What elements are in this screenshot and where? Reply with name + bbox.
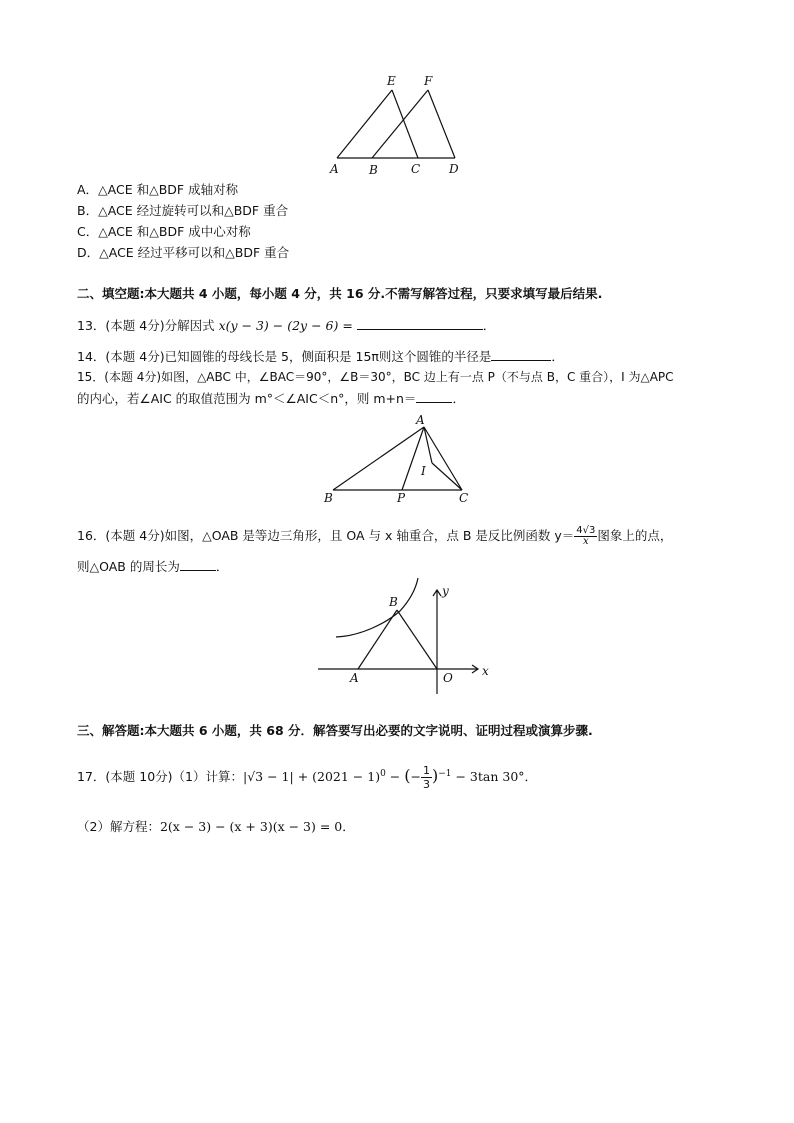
question-15-line1: 15．(本题 4分)如图，△ABC 中，∠BAC＝90°，∠B＝30°，BC 边上有一点 P（不与点 B，C 重合），I 为△APC: [77, 370, 674, 384]
label-o: O: [443, 671, 453, 685]
label-c: C: [411, 162, 421, 176]
q16-line1a: 16．(本题 4分)如图，△OAB 是等边三角形，且 OA 与 x 轴重合，点 B 是反比例函数 y＝: [77, 528, 575, 543]
q17-frac-den: 3: [422, 778, 430, 792]
q13-answer-blank[interactable]: [357, 316, 483, 330]
q14-suffix: ．: [551, 349, 564, 364]
q17-part1-expr-c: − 3tan 30°．: [451, 769, 538, 785]
option-b: B．△ACE 经过旋转可以和△BDF 重合: [77, 203, 289, 218]
label-c2: C: [459, 491, 469, 505]
q15-answer-blank[interactable]: [416, 389, 452, 403]
label-f: F: [424, 74, 433, 88]
q16-fraction: [574, 526, 597, 547]
q16-answer-blank[interactable]: [180, 557, 216, 571]
label-b: B: [369, 163, 378, 177]
q15-line2-text: 的内心，若∠AIC 的取值范围为 m°＜∠AIC＜n°，则 m+n＝: [77, 391, 417, 406]
label-a3: A: [350, 671, 359, 685]
question-13: [77, 316, 495, 335]
q17-minus-sign: −: [410, 769, 421, 785]
q17-frac-num: 1: [422, 764, 430, 778]
section-3-title: 三、解答题:本大题共 6 小题，共 68 分．解答要写出必要的文字说明、证明过程或演算步骤.: [77, 723, 593, 738]
q17-part1-expr-a: |√3 − 1| + (2021 − 1): [243, 769, 381, 785]
label-y: y: [442, 584, 449, 598]
q15-suffix: ．: [452, 391, 465, 406]
question-16-line2: [77, 557, 228, 576]
q16-line1b: 图象上的点，: [597, 528, 673, 543]
q17-fraction: [421, 764, 432, 791]
q14-answer-blank[interactable]: [491, 347, 551, 361]
label-b3: B: [389, 595, 398, 609]
section-2-title: 二、填空题:本大题共 4 小题，每小题 4 分，共 16 分.不需写解答过程，只要求填写最后结果.: [77, 286, 603, 301]
q17-part1-prefix: 17．(本题 10分)（1）计算：: [77, 769, 243, 785]
q16-frac-den: x: [583, 536, 589, 547]
label-x: x: [482, 664, 489, 678]
label-d: D: [449, 162, 459, 176]
question-17-part1: [77, 760, 537, 791]
q17-part2-expr: 2(x − 3) − (x + 3)(x − 3) = 0．: [159, 819, 355, 834]
q16-suffix: ．: [215, 559, 229, 574]
q16-frac-num: 4√3: [576, 525, 596, 536]
q17-paren-open: (: [404, 766, 411, 786]
option-c: C．△ACE 和△BDF 成中心对称: [77, 224, 251, 239]
q17-part2-prefix: （2）解方程：: [77, 819, 160, 834]
q17-part1-exp-neg: −1: [438, 769, 452, 779]
q14-text: 14．(本题 4分)已知圆锥的母线长是 5，侧面积是 15π则这个圆锥的半径是: [77, 349, 492, 364]
q13-suffix: ．: [482, 318, 496, 333]
question-17-part2: [77, 818, 355, 836]
q17-paren-close: ): [431, 766, 439, 786]
q16-line2-text: 则△OAB 的周长为: [77, 559, 180, 574]
label-a: A: [330, 162, 339, 176]
q17-part1-expr-b: −: [385, 769, 405, 785]
question-14: [77, 347, 564, 366]
question-15-line2: [77, 389, 465, 408]
question-16-line1: [77, 526, 672, 547]
label-p: P: [397, 491, 406, 505]
option-d: D．△ACE 经过平移可以和△BDF 重合: [77, 245, 290, 260]
label-i: I: [421, 464, 426, 478]
label-e: E: [387, 74, 396, 88]
q17-part1-exp0: 0: [380, 769, 386, 779]
label-b2: B: [324, 491, 333, 505]
label-a2: A: [416, 413, 425, 427]
q13-expr: x(y − 3) − (2y − 6) =: [218, 318, 357, 333]
option-a: A．△ACE 和△BDF 成轴对称: [77, 182, 239, 197]
q13-prefix: 13．(本题 4分)分解因式: [77, 318, 219, 333]
